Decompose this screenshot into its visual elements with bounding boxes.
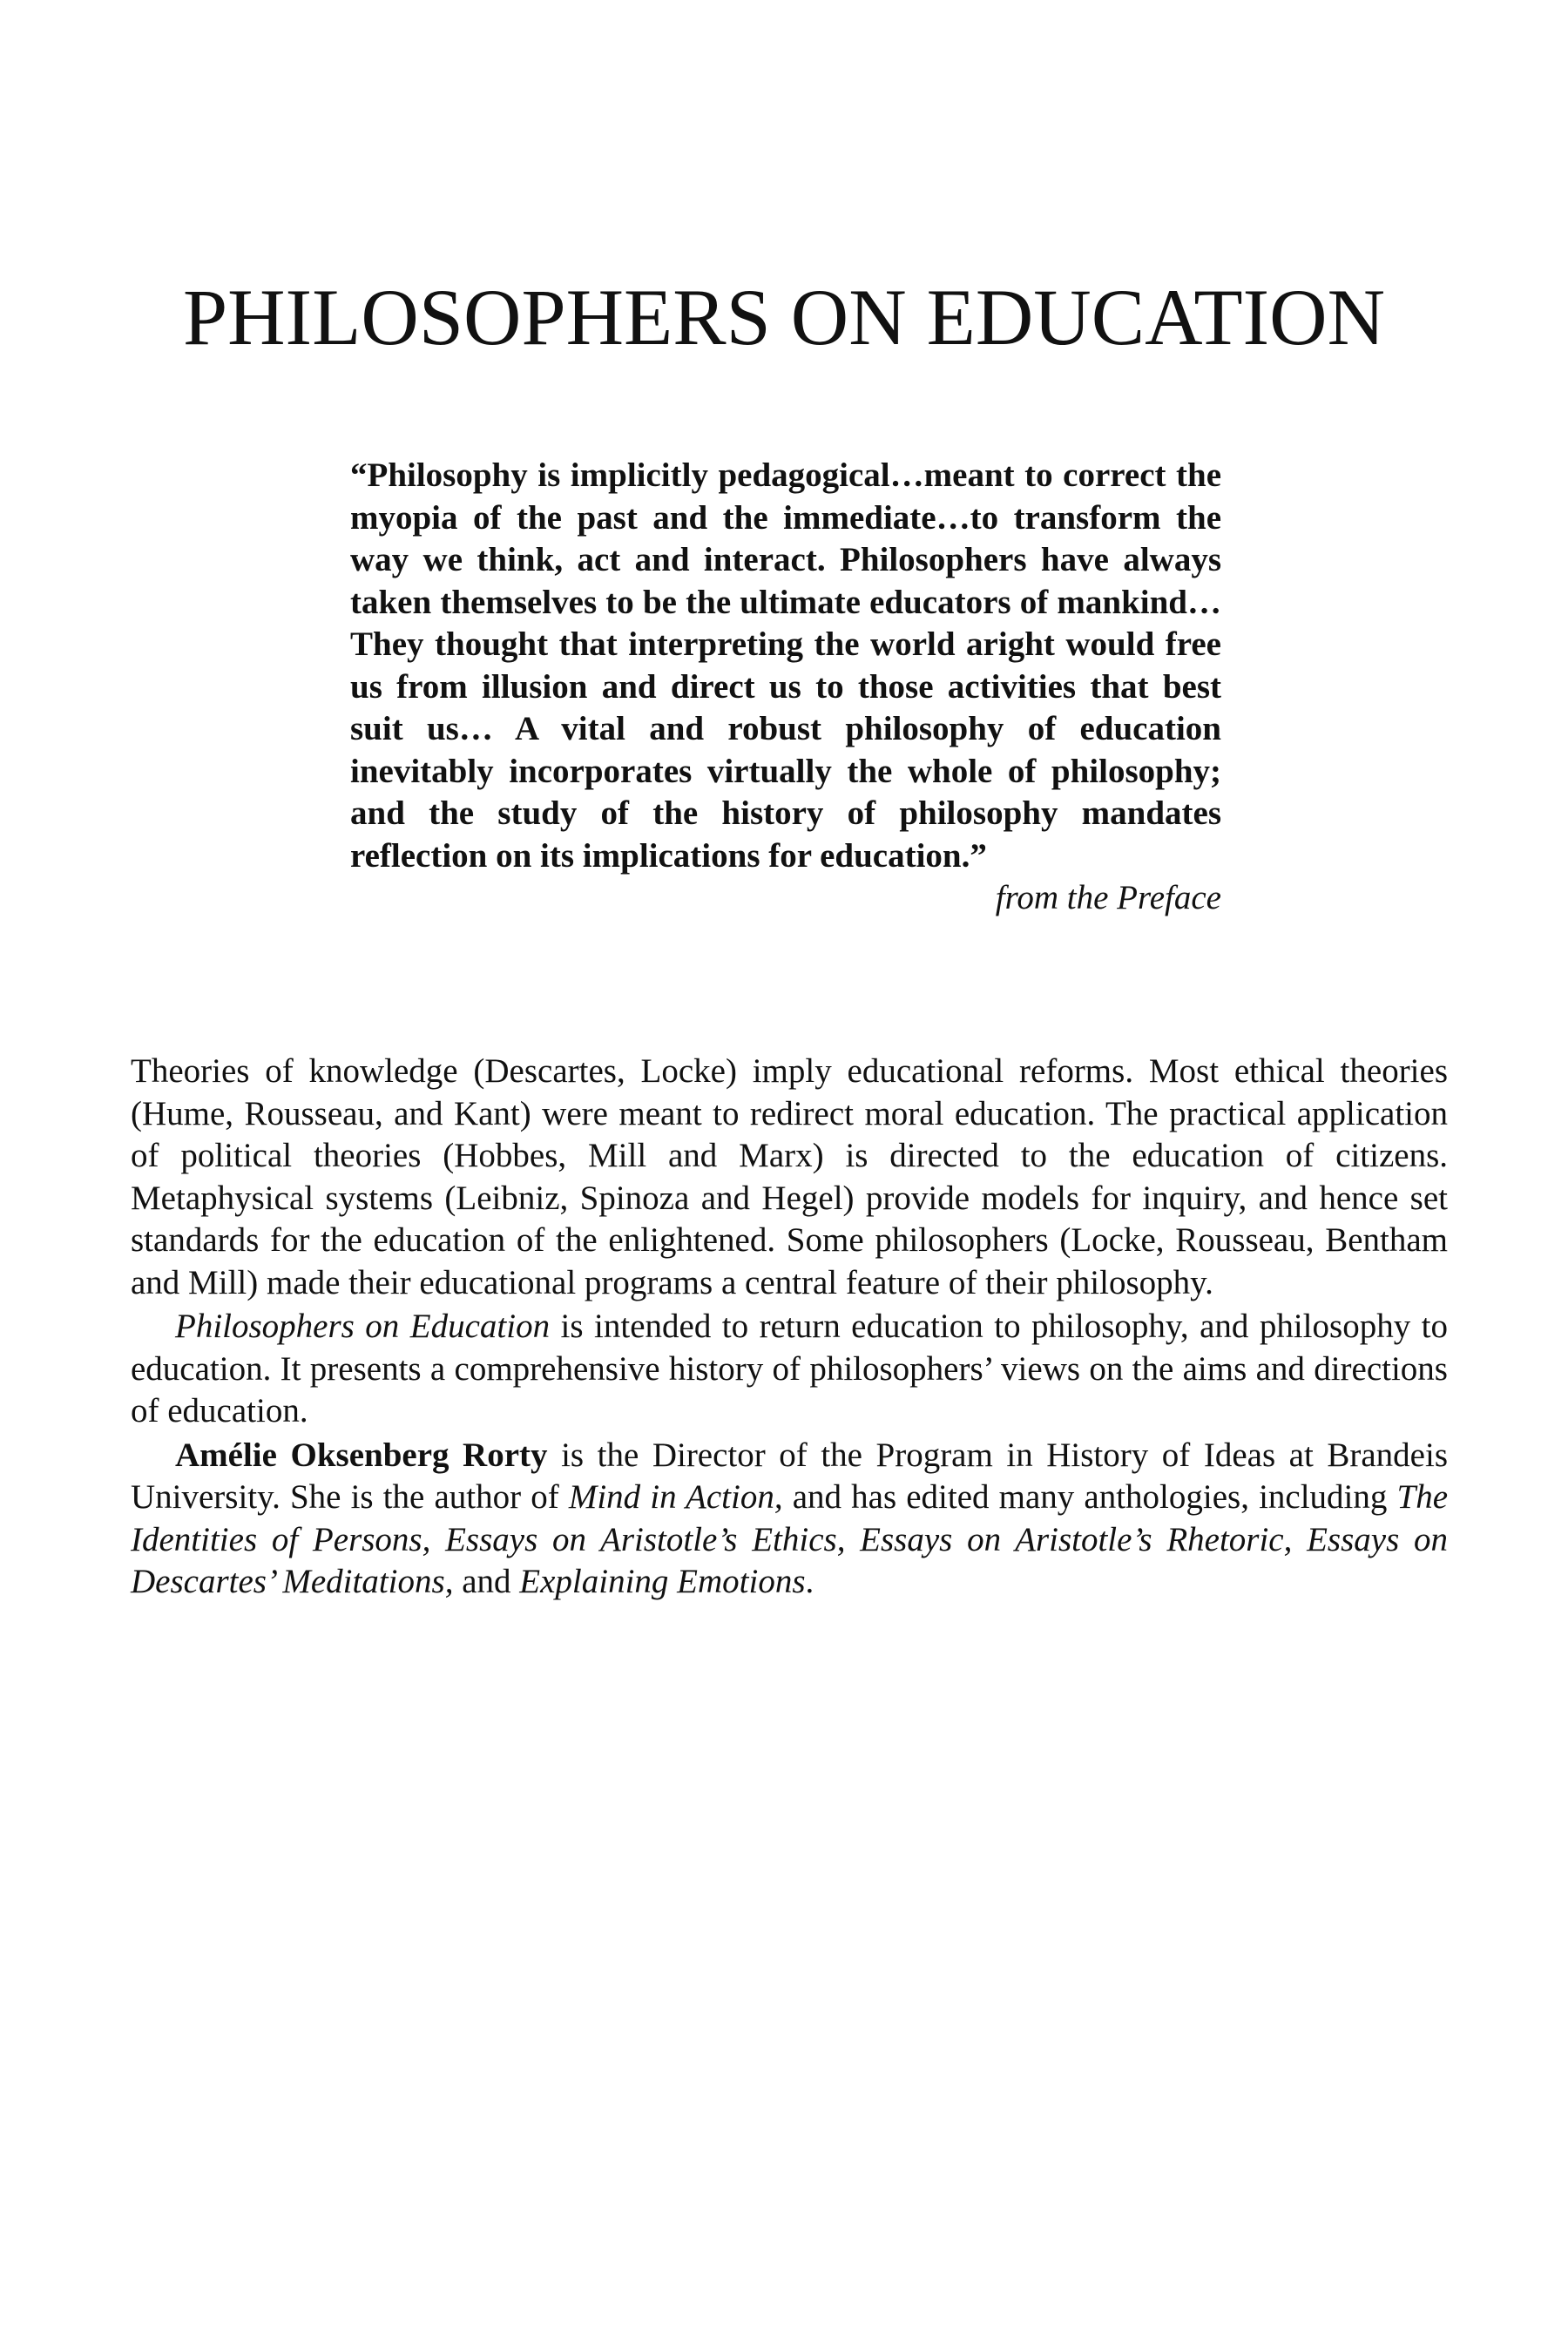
author-bio-text-1: is the Director of the Program in History of Ideas at Brandeis University. She is the author of — [131, 1436, 1448, 1516]
epigraph-source: from the Preface — [995, 879, 1221, 916]
page-title: PHILOSOPHERS ON EDUCATION — [182, 273, 1386, 362]
paragraph-author-bio — [131, 1435, 1448, 1604]
epigraph — [350, 455, 1221, 919]
author-bio-text-3: and — [453, 1563, 520, 1600]
epigraph-quote: “Philosophy is implicitly pedagogical…meant to correct the myopia of the past and the immediate…to transform the way we think, act and interact. Philosophers have always taken themselves to be the ultimate educators of mankind… They thought that interpreting the world aright would free us from illusion and direct us to those activities that best suit us… A vital and robust philosophy of education inevitably incorporates virtually the whole of philosophy; and the study of the history of philosophy mandates reflection on its implications for education.” — [350, 456, 1221, 875]
author-bio-text-2: and has edited many anthologies, including — [782, 1478, 1397, 1516]
author-work-2: The Identities of Persons, Essays on Aristotle’s Ethics, Essays on Aristotle’s Rhetoric, Essays on Descartes’ Meditations, — [131, 1478, 1448, 1600]
author-bio-text-4: . — [805, 1563, 814, 1600]
author-name: Amélie Oksenberg Rorty — [175, 1436, 548, 1474]
paragraph-theories: Theories of knowledge (Descartes, Locke) imply educational reforms. Most ethical theories (Hume, Rousseau, and Kant) were meant to redirect moral education. The practical application of political theories (Hobbes, Mill and Marx) is directed to the education of citizens. Metaphysical systems (Leibniz, Spinoza and Hegel) provide models for inquiry, and hence set standards for the education of the enlightened. Some philosophers (Locke, Rousseau, Bentham and Mill) made their educational programs a central feature of their philosophy. — [131, 1052, 1448, 1301]
paragraph-book-description — [131, 1306, 1448, 1433]
book-title: Philosophers on Education — [175, 1308, 551, 1345]
author-work-3: Explaining Emotions — [519, 1563, 806, 1600]
book-description-text: is intended to return education to philosophy, and philosophy to education. It presents a comprehensive history of philosophers’ views on the aims and directions of education. — [131, 1308, 1448, 1429]
author-work-1: Mind in Action, — [568, 1478, 783, 1516]
body-text — [131, 1051, 1448, 1605]
